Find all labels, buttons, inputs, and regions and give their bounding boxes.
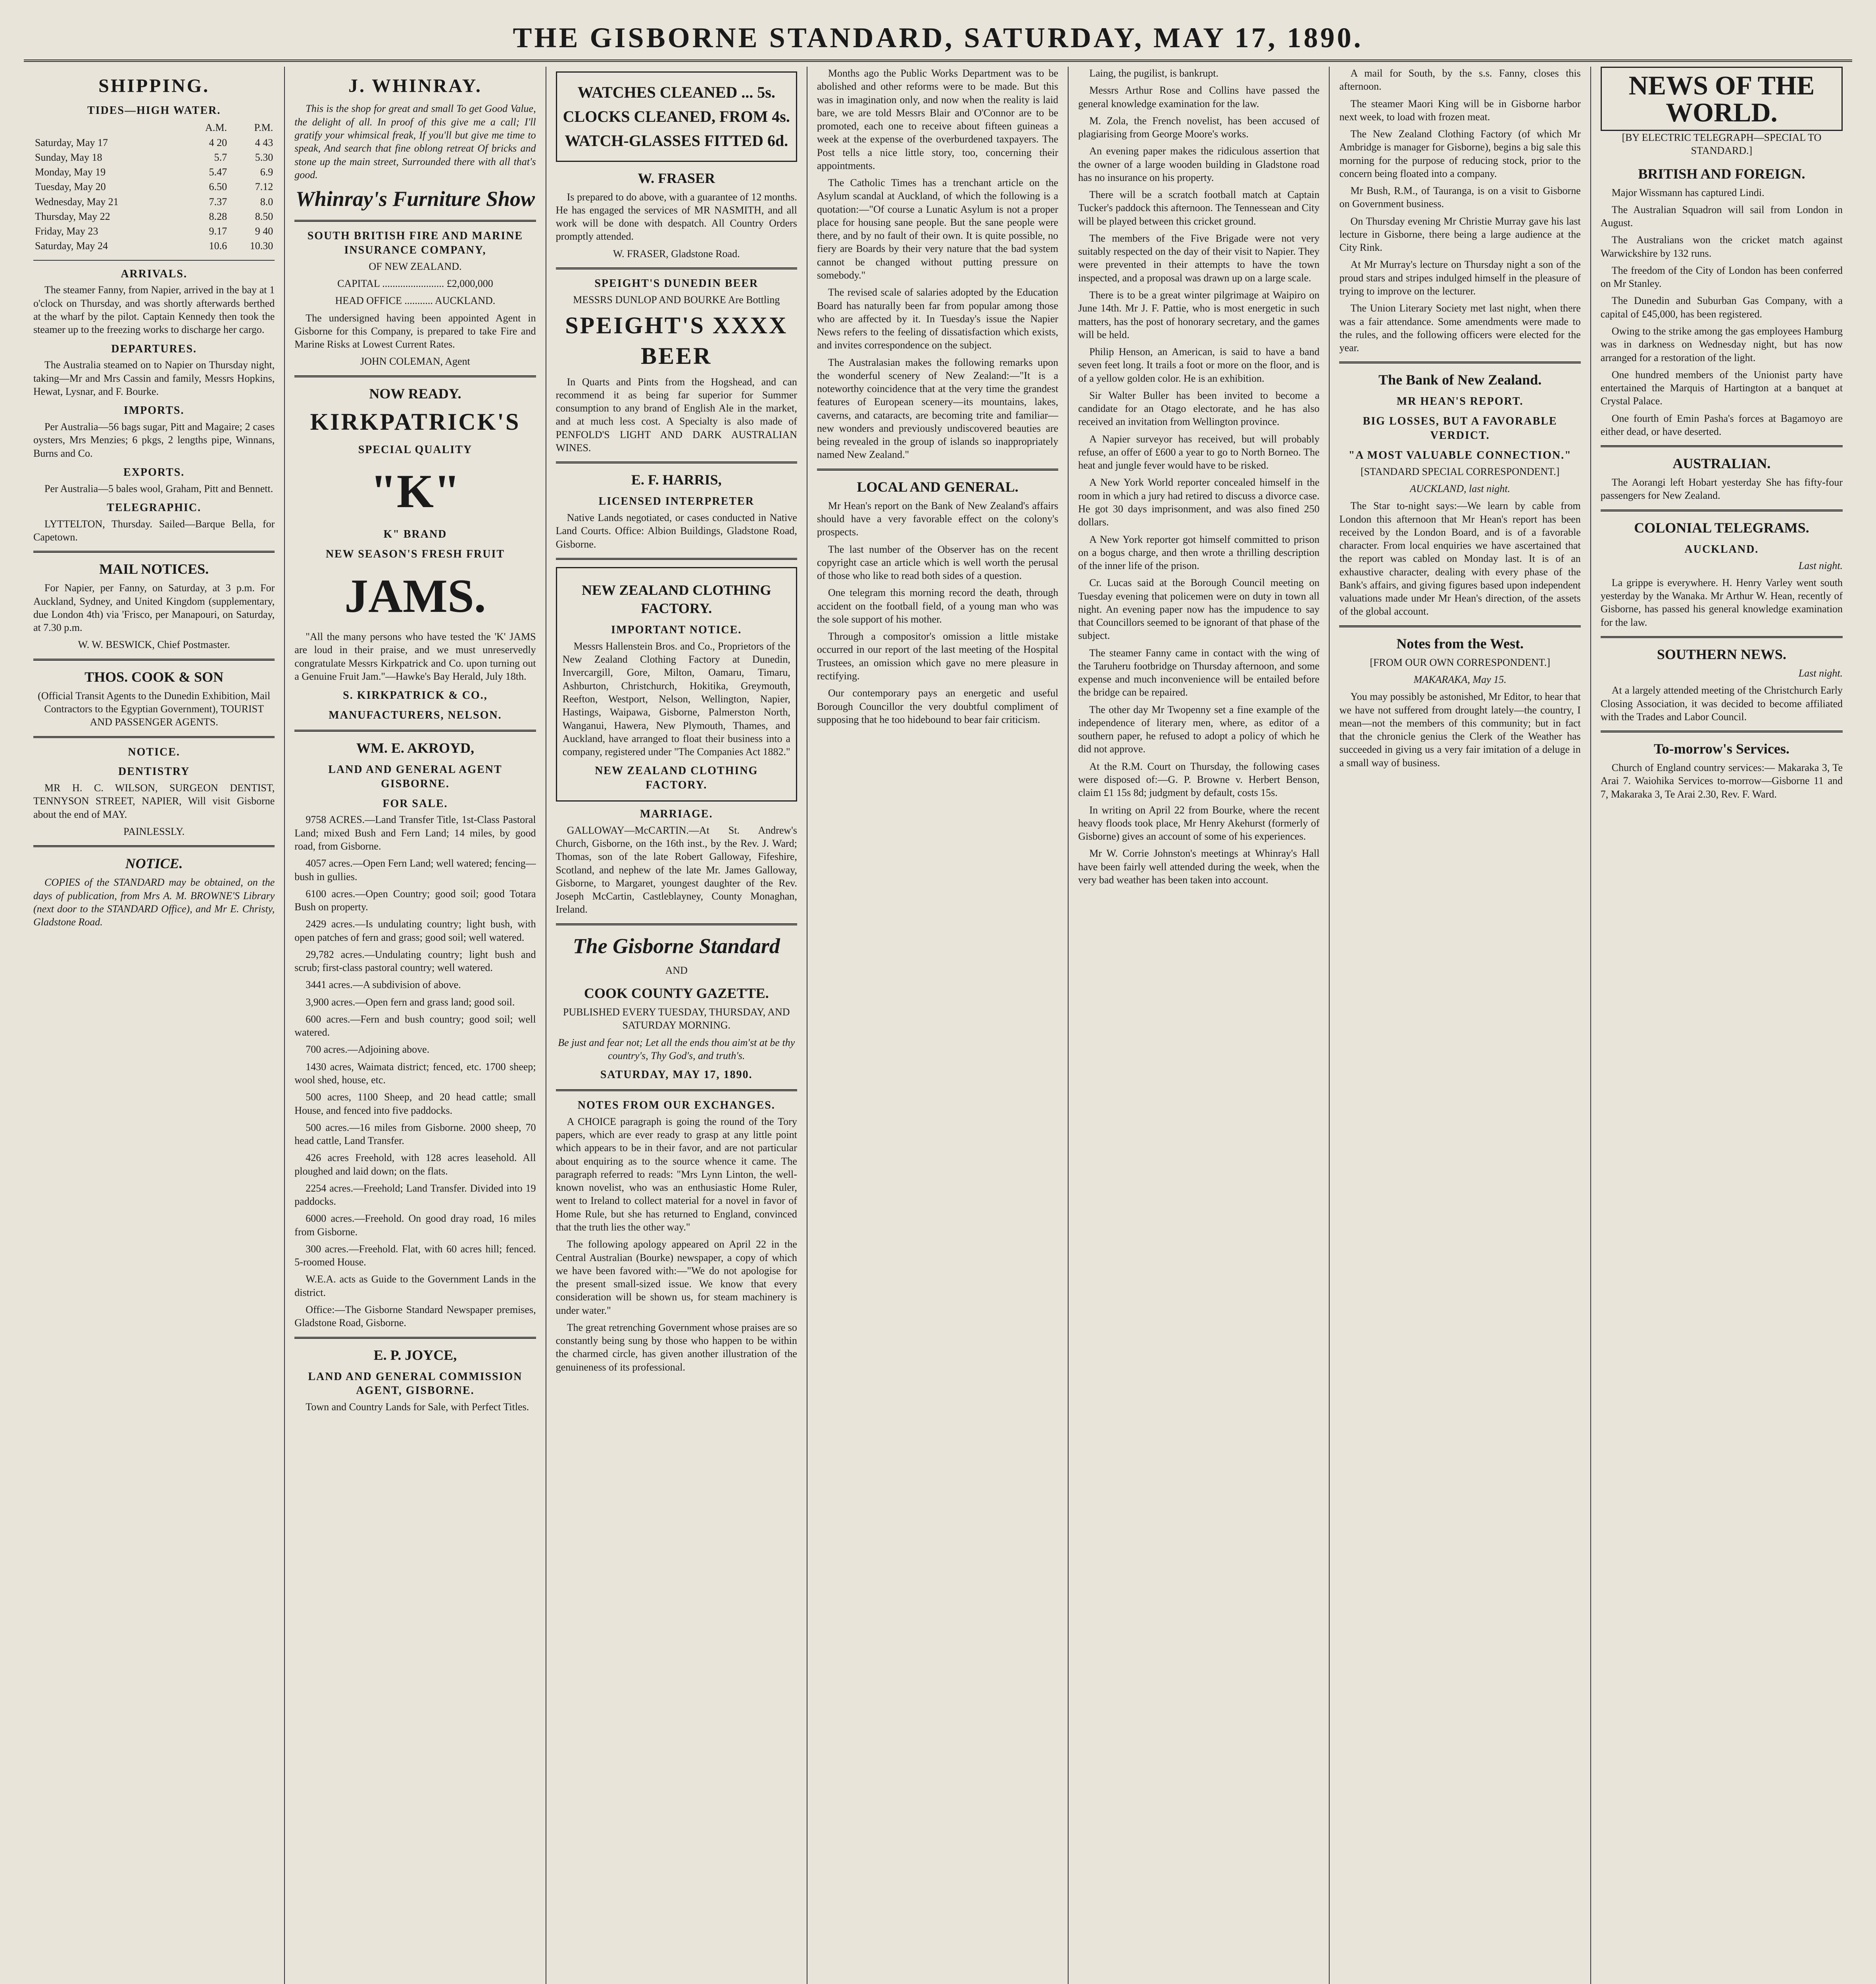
article-text: The Australasian makes the following remarks upon the wonderful scenery of New Zealand:—"It is a noteworthy coincidence that at the very time the grandest features of European scenery—its mountains, lakes, caverns, and cataracts, are becoming trite and familiar—new wonders and previously undiscovered beauties are being revealed in the group of islands so inappropriately named New Zealand.": [817, 356, 1059, 461]
wea-note: W.E.A. acts as Guide to the Government Lands in the district.: [294, 1273, 536, 1298]
nzcf-text: Messrs Hallenstein Bros. and Co., Proprietors of the New Zealand Clothing Factory at Dunedin, Invercargill, Gore, Milton, Oamaru, Timaru, Ashburton, Christchurch, Hokitika, Greymouth, Reefton, Westport, Nelson, Wellington, Napier, Hastings, Waipawa, Gisborne, Palmerston North, Wanganui, Hawera, New Plymouth, Thames, and Auckland, have arranged to float their business into a company, registered under "The Companies Act 1882.": [562, 640, 790, 758]
harris-sub: LICENSED INTERPRETER: [598, 495, 754, 508]
whinray-heading: J. WHINRAY.: [348, 75, 482, 96]
furniture-show: Whinray's Furniture Show: [295, 187, 535, 211]
divider: [33, 659, 275, 661]
paper-title: The Gisborne Standard: [573, 934, 780, 958]
column-5: [1069, 67, 1330, 1984]
columns: [24, 67, 1852, 1984]
divider: [556, 1089, 797, 1091]
british-item: The Australian Squadron will sail from London in August.: [1600, 204, 1843, 229]
west-dateline: MAKARAKA, May 15.: [1413, 673, 1507, 685]
arrivals-heading: ARRIVALS.: [121, 267, 187, 280]
british-item: The Dunedin and Suburban Gas Company, with a capital of £45,000, has been registered.: [1600, 295, 1843, 320]
local-text: One telegram this morning record the death, through accident on the football field, of a young man who was the sole support of his mother.: [817, 587, 1059, 625]
tides-heading: TIDES—HIGH WATER.: [87, 104, 221, 117]
exchanges-text: A CHOICE paragraph is going the round of the Tory papers, which are ever ready to grasp at any little point which appears to be in their favor, and are not particular about enquiring as to the source whence it came. The paragraph referred to reads: "Mrs Lynn Linton, the well-known novelist, who was an enthusiastic Home Ruler, went to Ireland to collect material for a novel in favor of Home Rule, but she has returned to England, convinced that the truth lies the other way.": [555, 1115, 797, 1233]
southern-dateline: Last night.: [1798, 667, 1843, 679]
watches-line: WATCHES CLEANED ... 5s.: [577, 83, 775, 101]
bank-sub: BIG LOSSES, BUT A FAVORABLE VERDICT.: [1363, 415, 1557, 442]
local-item: A New York World reporter concealed himself in the room in which a jury had retired to discuss a divorce case. He got 30 days imprisonment, and was also fined 250 dollars.: [1078, 477, 1320, 528]
marriage-text: GALLOWAY—McCARTIN.—At St. Andrew's Church, Gisborne, on the 16th inst., by the Rev. J. Ward; Thomas, son of the late Robert Galloway, Fifeshire, Scotland, and nephew of the late Mr. James Galloway, Gisborne, to Margaret, youngest daughter of the Rev. Joseph McCartin, Castleblayney, County Monaghan, Ireland.: [555, 824, 797, 915]
land-lot: 9758 ACRES.—Land Transfer Title, 1st-Class Pastoral Land; mixed Bush and Fern Land; 14 miles, by good road, from Gisborne.: [294, 814, 536, 852]
divider: [294, 375, 536, 377]
joyce-heading: E. P. JOYCE,: [373, 1347, 457, 1363]
southern-heading: SOUTHERN NEWS.: [1657, 646, 1786, 662]
divider: [294, 220, 536, 222]
west-heading: Notes from the West.: [1396, 635, 1524, 652]
watches-ad: [556, 71, 797, 162]
nzcf-notice: IMPORTANT NOTICE.: [611, 624, 742, 636]
fire-signature: JOHN COLEMAN, Agent: [360, 356, 470, 367]
local-item: An evening paper makes the ridiculous assertion that the owner of a large wooden building in Gladstone road has no insurance on his property.: [1078, 145, 1320, 183]
k-brand-sub: K" BRAND: [383, 528, 447, 540]
local-item: Messrs Arthur Rose and Collins have passed the general knowledge examination for the law.: [1078, 85, 1320, 110]
cook-text: (Official Transit Agents to the Dunedin Exhibition, Mail Contractors to the Egyptian Government), TOURIST AND PASSENGER AGENTS.: [38, 690, 271, 728]
tides-row: Monday, May 19 5.47 6.9: [35, 166, 273, 178]
telegraphic-text: LYTTELTON, Thursday. Sailed—Barque Bella, for Capetown.: [33, 518, 275, 543]
local-item: Philip Henson, an American, is said to have a band seven feet long. It trails a foot or more on the floor, and is of a yellow golden color. He is an exhibition.: [1078, 346, 1320, 384]
column-3: [546, 67, 807, 1984]
divider: [1339, 625, 1580, 627]
tides-header-row: A.M. P.M.: [205, 122, 273, 134]
shipping-heading: SHIPPING.: [98, 75, 210, 96]
notice2-heading: NOTICE.: [125, 856, 183, 872]
divider: [1339, 361, 1580, 363]
land-lot: 700 acres.—Adjoining above.: [306, 1044, 430, 1055]
kirk-heading: KIRKPATRICK'S: [310, 408, 521, 435]
land-lot: 2429 acres.—Is undulating country; light bush, with open patches of fern and grass; good soil; well watered.: [294, 918, 536, 943]
land-lot: 3,900 acres.—Open fern and grass land; good soil.: [306, 996, 515, 1008]
notice-heading: NOTICE.: [128, 746, 180, 758]
west-correspondent: [FROM OUR OWN CORRESPONDENT.]: [1370, 656, 1550, 668]
bank-correspondent: [STANDARD SPECIAL CORRESPONDENT.]: [1360, 465, 1560, 477]
kirk-place: MANUFACTURERS, NELSON.: [329, 709, 502, 722]
tides-table: [33, 120, 275, 253]
divider: [294, 730, 536, 732]
article-text: Months ago the Public Works Department was to be abolished and other reforms were to be made. But this was in imagination only, and now when the reality is laid bare, we are told Messrs Blair and O'Connor are to be promoted, each one to receive about fifteen guineas a week at the expense of the overburdened taxpayers. The Post tells a nice little story, too, concerning their appointments.: [817, 67, 1059, 171]
fraser-signature: W. FRASER, Gladstone Road.: [613, 248, 740, 260]
divider: [33, 736, 275, 738]
local-item: In writing on April 22 from Bourke, where the recent heavy floods took place, Mr Henry Akehurst (formerly of Gisborne) gives an account of some of his experiences.: [1078, 804, 1320, 842]
departures-heading: DEPARTURES.: [111, 342, 197, 355]
painless-text: PAINLESSLY.: [123, 825, 185, 837]
divider: [556, 558, 797, 560]
land-lot: 6100 acres.—Open Country; good soil; good Totara Bush on property.: [294, 888, 536, 913]
southern-text: At a largely attended meeting of the Christchurch Early Closing Association, it was decided to become affiliated with the Trades and Labor Council.: [1600, 684, 1843, 723]
notice2-text: COPIES of the STANDARD may be obtained, on the days of publication, from Mrs A. M. BROWNE'S Library (next door to the STANDARD Office), and Mr E. Christy, Gladstone Road.: [33, 877, 275, 928]
k-brand-logo: "K": [370, 465, 460, 518]
bank-dateline: AUCKLAND, last night.: [1410, 483, 1511, 494]
masthead: THE GISBORNE STANDARD, SATURDAY, MAY 17, 1890.: [24, 16, 1852, 62]
dentistry-heading: DENTISTRY: [118, 765, 190, 778]
now-ready: NOW READY.: [369, 385, 461, 402]
local-item: The steamer Maori King will be in Gisborne harbor next week, to load with frozen meat.: [1339, 98, 1581, 123]
local-text: The last number of the Observer has on the recent copyright case an article which is well worth the perusal of those who like to read both sides of a question.: [817, 543, 1059, 582]
fraser-heading: W. FRASER: [638, 170, 715, 186]
land-lot: 426 acres Freehold, with 128 acres leasehold. All ploughed and laid down; on the flats.: [294, 1152, 536, 1177]
local-item: Sir Walter Buller has been invited to become a candidate for an Otago electorate, and he has also received an invitation from Wellington province.: [1078, 389, 1320, 428]
office-note: Office:—The Gisborne Standard Newspaper premises, Gladstone Road, Gisborne.: [294, 1303, 536, 1329]
land-lot: 300 acres.—Freehold. Flat, with 60 acres hill; fenced. 5-roomed House.: [294, 1243, 536, 1268]
local-text: Mr Hean's report on the Bank of New Zealand's affairs should have a very favorable effect on the colony's prospects.: [817, 500, 1059, 538]
kirk-company: S. KIRKPATRICK & CO.,: [343, 689, 488, 702]
divider: [556, 923, 797, 925]
jams-text: "All the many persons who have tested the 'K' JAMS are loud in their praise, and we must unreservedly congratulate Messrs Kirkpatrick and Co. upon turning out a Genuine Fruit Jam."—Hawke's Bay Herald, July 18th.: [294, 631, 536, 682]
local-item: A New York reporter got himself committed to prison on a bogus charge, and then wrote a thrilling description of the inner life of the prison.: [1078, 533, 1320, 572]
local-item: The New Zealand Clothing Factory (of which Mr Ambridge is manager for Gisborne), begins a big sale this morning for the purpose of reducing stock, prior to the concern being floated into a company.: [1339, 128, 1581, 179]
departures-text: The Australia steamed on to Napier on Thursday night, taking—Mr and Mrs Cassin and family, Messrs Hopkins, Hewat, Lysnar, and F. Bourke.: [33, 359, 275, 397]
fire-office: HEAD OFFICE ........... AUCKLAND.: [335, 295, 496, 307]
british-item: Owing to the strike among the gas employees Hamburg was in darkness on Wednesday night, but has now arranged for a restoration of the light.: [1600, 325, 1843, 363]
divider: [1601, 509, 1843, 511]
local-item: M. Zola, the French novelist, has been accused of plagiarising from George Moore's works.: [1078, 115, 1320, 140]
tides-row: Saturday, May 24 10.6 10.30: [35, 240, 273, 252]
british-item: The Australians won the cricket match against Warwickshire by 132 runs.: [1600, 234, 1843, 259]
local-item: Laing, the pugilist, is bankrupt.: [1089, 67, 1219, 79]
land-lot: 2254 acres.—Freehold; Land Transfer. Divided into 19 paddocks.: [294, 1182, 536, 1207]
article-text: The Catholic Times has a trenchant article on the Asylum scandal at Auckland, of which the following is a quotation:—"Of course a Lunatic Asylum is not a proper place for housing sane people. But the sane people were there, and by no fault of their own. It is quite possible, no fiery are Boards by their very nature that the bad system cannot be changed without putting pressure on somebody.": [817, 177, 1059, 281]
local-text: Through a compositor's omission a little mistake occurred in our report of the last meeting of the Hospital Trustees, an omission which gave no mere pleasure in rectifying.: [817, 631, 1059, 682]
divider: [33, 551, 275, 553]
tides-row: Saturday, May 17 4 20 4 43: [35, 136, 273, 148]
column-1: [24, 67, 285, 1984]
for-sale-heading: FOR SALE.: [383, 797, 448, 810]
mail-heading: MAIL NOTICES.: [99, 561, 209, 577]
land-lot: 1430 acres, Waimata district; fenced, etc. 1700 sheep; wool shed, house, etc.: [294, 1061, 536, 1086]
whinray-poem: This is the shop for great and small To get Good Value, the delight of all. In proof of this give me a call; I'll gratify your whimsical freak, If you'll but give me time to speak, And search that fine oblong retreat Of bricks and stone up the main street, Surrounded there with all that's good.: [294, 103, 536, 181]
mail-signature: W. W. BESWICK, Chief Postmaster.: [78, 639, 230, 651]
local-item: Cr. Lucas said at the Borough Council meeting on Tuesday evening that policemen were on duty in town all night. An evening paper now has the impudence to say that Councillors seemed to be ignorant of that phase of the subject.: [1078, 577, 1320, 642]
divider: [1601, 731, 1843, 732]
column-6: [1330, 67, 1591, 1984]
divider: [1601, 636, 1843, 638]
local-heading: LOCAL AND GENERAL.: [857, 479, 1019, 495]
appeal-text: The following apology appeared on April 22 in the Central Australian (Bourke) newspaper, a copy of which we have been favored with:—"We do not apologise for the present small-sized issue. We know that every consideration will be shown us, for steam machinery is under water.": [555, 1238, 797, 1316]
fire-capital: CAPITAL ........................ £2,000,000: [337, 278, 493, 290]
local-item: On Thursday evening Mr Christie Murray gave his last lecture in Gisborne, there being a large audience at the City Rink.: [1339, 215, 1581, 254]
divider: [556, 461, 797, 463]
bank-sub: "A MOST VALUABLE CONNECTION.": [1348, 449, 1572, 461]
fire-heading: SOUTH BRITISH FIRE AND MARINE INSURANCE COMPANY,: [307, 230, 523, 256]
paper-pub: PUBLISHED EVERY TUESDAY, THURSDAY, AND SATURDAY MORNING.: [563, 1006, 790, 1031]
divider: [1601, 445, 1843, 447]
speight-text: In Quarts and Pints from the Hogshead, and can recommend it as being far superior for Summer consumption to any brand of English Ale in the market, and at much less cost. A Specialty is also made of PENFOLD'S LIGHT AND DARK AUSTRALIAN WINES.: [555, 376, 797, 454]
akroyd-sub: LAND AND GENERAL AGENT GISBORNE.: [328, 763, 502, 790]
divider: [556, 267, 797, 269]
speight-heading: SPEIGHT'S DUNEDIN BEER: [594, 277, 759, 290]
paper-sub: COOK COUNTY GAZETTE.: [584, 985, 769, 1002]
imports-text: Per Australia—56 bags sugar, Pitt and Magaire; 2 cases oysters, Mrs Menzies; 6 pkgs, 2 lengths pipe, Winnans, Burns and Co.: [33, 421, 275, 459]
marriage-heading: MARRIAGE.: [640, 807, 713, 820]
british-heading: BRITISH AND FOREIGN.: [1638, 165, 1805, 182]
local-item: The steamer Fanny came in contact with the wing of the Taruheru footbridge on Thursday afternoon, and some expense and much inconvenience will be entailed before the bridge can be repaired.: [1078, 647, 1320, 698]
local-item: There will be a scratch football match at Captain Tucker's paddock this afternoon. The Tennessean and City will be played between this cricket ground.: [1078, 189, 1320, 227]
exports-heading: EXPORTS.: [123, 466, 185, 479]
colonial-heading: COLONIAL TELEGRAMS.: [1634, 519, 1809, 536]
local-text: Our contemporary pays an energetic and useful Borough Councillor the very doubtful compliment of supposing that he too hidebound to bear fair criticism.: [817, 687, 1059, 725]
services-heading: To-morrow's Services.: [1653, 741, 1790, 757]
mail-text: For Napier, per Fanny, on Saturday, at 3 p.m. For Auckland, Sydney, and United Kingdom (supplementary, due London 4th) via 'Frisco, per Manapouri, on Saturday, at 7.30 p.m.: [33, 582, 275, 634]
bank-heading: The Bank of New Zealand.: [1378, 372, 1542, 388]
land-lot: 29,782 acres.—Undulating country; light bush and scrub; first-class pastoral country; well watered.: [294, 948, 536, 974]
bank-text: The Star to-night says:—We learn by cable from London this afternoon that Mr Hean's report has been received by the London Board, and is of a favorable character. From local enquiries we have ascertained that the report was cabled on Monday last. It is of an exhaustive character, dealing with every phase of the Bank's affairs, and giving figures based upon independent valuations made under Mr Hean's direction, of the assets of the global account.: [1339, 500, 1581, 617]
land-lot: 600 acres.—Fern and bush country; good soil; well watered.: [294, 1013, 536, 1038]
tides-row: Wednesday, May 21 7.37 8.0: [35, 196, 273, 208]
australian-heading: AUSTRALIAN.: [1672, 456, 1771, 472]
local-item: A Napier surveyor has received, but will probably refuse, an offer of £600 a year to go to North Borneo. The heat and jungle fever would have to be risked.: [1078, 433, 1320, 471]
glasses-line: WATCH-GLASSES FITTED 6d.: [565, 132, 788, 150]
dentistry-text: MR H. C. WILSON, SURGEON DENTIST, TENNYSON STREET, NAPIER, Will visit Gisborne about the end of MAY.: [33, 782, 275, 820]
services-text: Church of England country services:— Makaraka 3, Te Arai 7. Waiohika Services to-morrow—Gisborne 11 and 7, Makaraka 3, Te Arai 2.30, Rev. F. Ward.: [1600, 762, 1843, 800]
local-item: There is to be a great winter pilgrimage at Waipiro on June 14th. Mr J. F. Pattie, who is most energetic in such matters, has the post of honorary secretary, and the games will be held.: [1078, 289, 1320, 340]
clocks-line: CLOCKS CLEANED, FROM 4s.: [563, 108, 790, 126]
tides-row: Friday, May 23 9.17 9 40: [35, 225, 273, 237]
fire-sub: OF NEW ZEALAND.: [369, 260, 462, 272]
nzcf-heading: NEW ZEALAND CLOTHING FACTORY.: [582, 582, 771, 617]
joyce-sub: LAND AND GENERAL COMMISSION AGENT, GISBORNE.: [308, 1370, 523, 1397]
auckland-dateline: Last night.: [1798, 559, 1843, 571]
exports-text: Per Australia—5 bales wool, Graham, Pitt and Bennett.: [44, 483, 273, 494]
local-item: The members of the Five Brigade were not very suitably respected on the day of their visit to Napier. They were prevented in their attempts to have the town inspected, and a proposal was drawn up on a large scale.: [1078, 232, 1320, 284]
arrivals-text: The steamer Fanny, from Napier, arrived in the bay at 1 o'clock on Thursday, and was shortly afterwards berthed at the wharf by the pilot. Captain Kennedy then took the steamer up to the freezing works to discharge her cargo.: [33, 284, 275, 336]
auckland-text: La grippe is everywhere. H. Henry Varley went south yesterday by the Wanaka. Mr Arthur W. Hean, recently of Gisborne, has passed his general knowledge examination for the law.: [1600, 577, 1843, 628]
local-item: At the R.M. Court on Thursday, the following cases were disposed of:—G. P. Browne v. Herbert Benson, claim £1 15s 8d; judgment by default, costs 15s.: [1078, 760, 1320, 799]
british-item: One hundred members of the Unionist party have entertained the Marquis of Hartington at a banquet at Crystal Palace.: [1600, 369, 1843, 407]
divider: [33, 260, 275, 261]
divider: [817, 469, 1058, 471]
kirk-special: SPECIAL QUALITY: [358, 443, 473, 456]
land-lot: 6000 acres.—Freehold. On good dray road, 16 miles from Gisborne.: [294, 1213, 536, 1238]
land-lot: 500 acres, 1100 Sheep, and 20 head cattle; small House, and fenced into five paddocks.: [294, 1091, 536, 1116]
harris-text: Native Lands negotiated, or cases conducted in Native Land Courts. Office: Albion Buildings, Gladstone Road, Gisborne.: [555, 512, 797, 550]
land-lot: 4057 acres.—Open Fern Land; well watered; fencing—bush in gullies.: [294, 857, 536, 882]
local-item: Mr Bush, R.M., of Tauranga, is on a visit to Gisborne on Government business.: [1339, 185, 1581, 210]
fraser-text: Is prepared to do above, with a guarantee of 12 months. He has engaged the services of MR NASMITH, and all work will be done with despatch. All Country Orders promptly attended.: [555, 191, 797, 242]
divider: [294, 1337, 536, 1339]
speight-big: SPEIGHT'S XXXX BEER: [565, 312, 788, 369]
column-7: [1591, 67, 1852, 1984]
telegraphic-heading: TELEGRAPHIC.: [107, 501, 202, 514]
land-lot: 3441 acres.—A subdivision of above.: [306, 979, 461, 991]
land-lot: 500 acres.—16 miles from Gisborne. 2000 sheep, 70 head cattle, Land Transfer.: [294, 1121, 536, 1147]
column-2: [285, 67, 546, 1984]
british-item: One fourth of Emin Pasha's forces at Bagamoyo are either dead, or have deserted.: [1600, 412, 1843, 437]
tides-row: Tuesday, May 20 6.50 7.12: [35, 181, 273, 193]
paper-date: SATURDAY, MAY 17, 1890.: [600, 1069, 753, 1081]
divider: [33, 845, 275, 847]
news-sub: [BY ELECTRIC TELEGRAPH—SPECIAL TO STANDARD.]: [1622, 132, 1822, 157]
jams-heading: JAMS.: [344, 569, 486, 622]
tides-row: Thursday, May 22 8.28 8.50: [35, 210, 273, 222]
fire-text: The undersigned having been appointed Agent in Gisborne for this Company, is prepared to take Fire and Marine Risks at Lowest Current Rates.: [294, 312, 536, 350]
auckland-heading: AUCKLAND.: [1684, 543, 1759, 556]
column-4: [807, 67, 1069, 1984]
joyce-text: Town and Country Lands for Sale, with Perfect Titles.: [306, 1401, 529, 1413]
british-item: Major Wissmann has captured Lindi.: [1611, 186, 1765, 198]
paper-motto: Be just and fear not; Let all the ends thou aim'st at be thy country's, Thy God's, and truth's.: [558, 1036, 795, 1061]
harris-heading: E. F. HARRIS,: [631, 472, 722, 488]
british-item: The freedom of the City of London has been conferred on Mr Stanley.: [1600, 264, 1843, 290]
local-item: Mr W. Corrie Johnston's meetings at Whinray's Hall have been fairly well attended during the week, when the very bad weather has been taken into account.: [1078, 848, 1320, 886]
article-text: The revised scale of salaries adopted by the Education Board has naturally been far from popular among those who are affected by it. In Tuesday's issue the Napier News refers to the feeling of dissatisfaction which exists, and invites correspondence on the subject.: [817, 286, 1059, 351]
speight-sub: MESSRS DUNLOP AND BOURKE Are Bottling: [573, 294, 780, 306]
season-heading: NEW SEASON'S FRESH FRUIT: [325, 548, 505, 560]
akroyd-heading: WM. E. AKROYD,: [356, 740, 474, 756]
west-text: You may possibly be astonished, Mr Editor, to hear that we have not suffered from drought lately—the country, I mean—not the members of this community; but in fact that the chronicle genius the Clerk of the Weather has succeeded in giving us a very fair imitation of a deluge in a small way of business.: [1339, 691, 1581, 769]
local-item: At Mr Murray's lecture on Thursday night a son of the proud stars and stripes indulged himself in the pleasure of trying to improve on the lecturer.: [1339, 259, 1581, 297]
cook-heading: THOS. COOK & SON: [85, 669, 224, 685]
australian-text: The Aorangi left Hobart yesterday She has fifty-four passengers for New Zealand.: [1600, 477, 1843, 502]
nzcf-ad: [556, 567, 797, 802]
paper-and: AND: [665, 964, 688, 976]
news-heading: NEWS OF THE WORLD.: [1601, 67, 1843, 131]
exchanges-heading: NOTES FROM OUR EXCHANGES.: [577, 1099, 775, 1112]
local-item: A mail for South, by the s.s. Fanny, closes this afternoon.: [1339, 67, 1581, 92]
bank-sub: MR HEAN'S REPORT.: [1396, 395, 1524, 408]
tides-row: Sunday, May 18 5.7 5.30: [35, 151, 273, 163]
government-text: The great retrenching Government whose praises are so constantly being sung by those who happen to be within the charmed circle, has given another illustration of the genuineness of its professional.: [555, 1321, 797, 1373]
local-item: The Union Literary Society met last night, when there was a fair attendance. Some amendments were made to the rules, and the following officers were elected for the year.: [1339, 302, 1581, 354]
nzcf-foot: NEW ZEALAND CLOTHING FACTORY.: [595, 765, 758, 792]
local-item: The other day Mr Twopenny set a fine example of the independence of literary men, where, as editor of a southern paper, he refused to adopt a policy of which he did not approve.: [1078, 704, 1320, 755]
imports-heading: IMPORTS.: [123, 404, 185, 417]
